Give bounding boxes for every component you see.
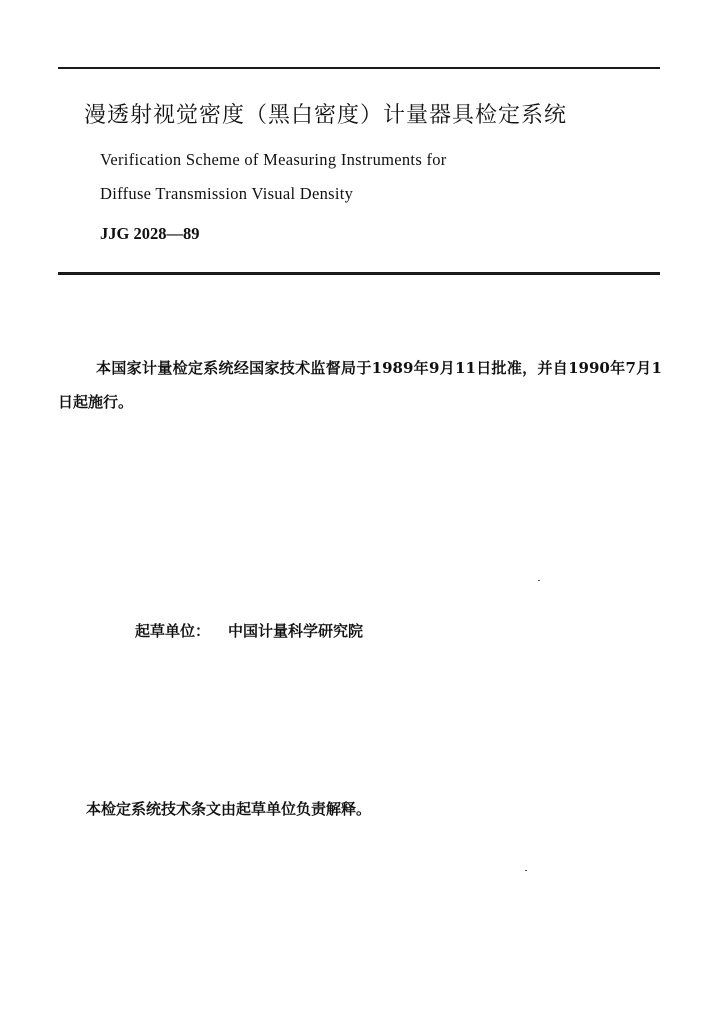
drafting-unit-line (135, 620, 363, 641)
document-title-chinese: 漫透射视觉密度（黑白密度）计量器具检定系统 (84, 103, 568, 128)
top-rule (58, 67, 660, 69)
document-title-english-line-2: Diffuse Transmission Visual Density (100, 184, 354, 203)
scan-speck (525, 870, 527, 871)
document-title-english-line-1: Verification Scheme of Measuring Instruments for (100, 150, 447, 169)
scan-speck (538, 580, 540, 581)
drafting-unit-name: 中国计量科学研究院 (228, 622, 364, 640)
interpretation-statement: 本检定系统技术条文由起草单位负责解释。 (86, 800, 372, 818)
document-code: JJG 2028—89 (100, 224, 200, 243)
bottom-rule (58, 272, 660, 275)
drafting-unit-label: 起草单位： (135, 622, 211, 640)
approval-statement: 本国家计量检定系统经国家技术监督局于1989年9月11日批准，并自1990年7月1日起施行。 (58, 359, 662, 411)
